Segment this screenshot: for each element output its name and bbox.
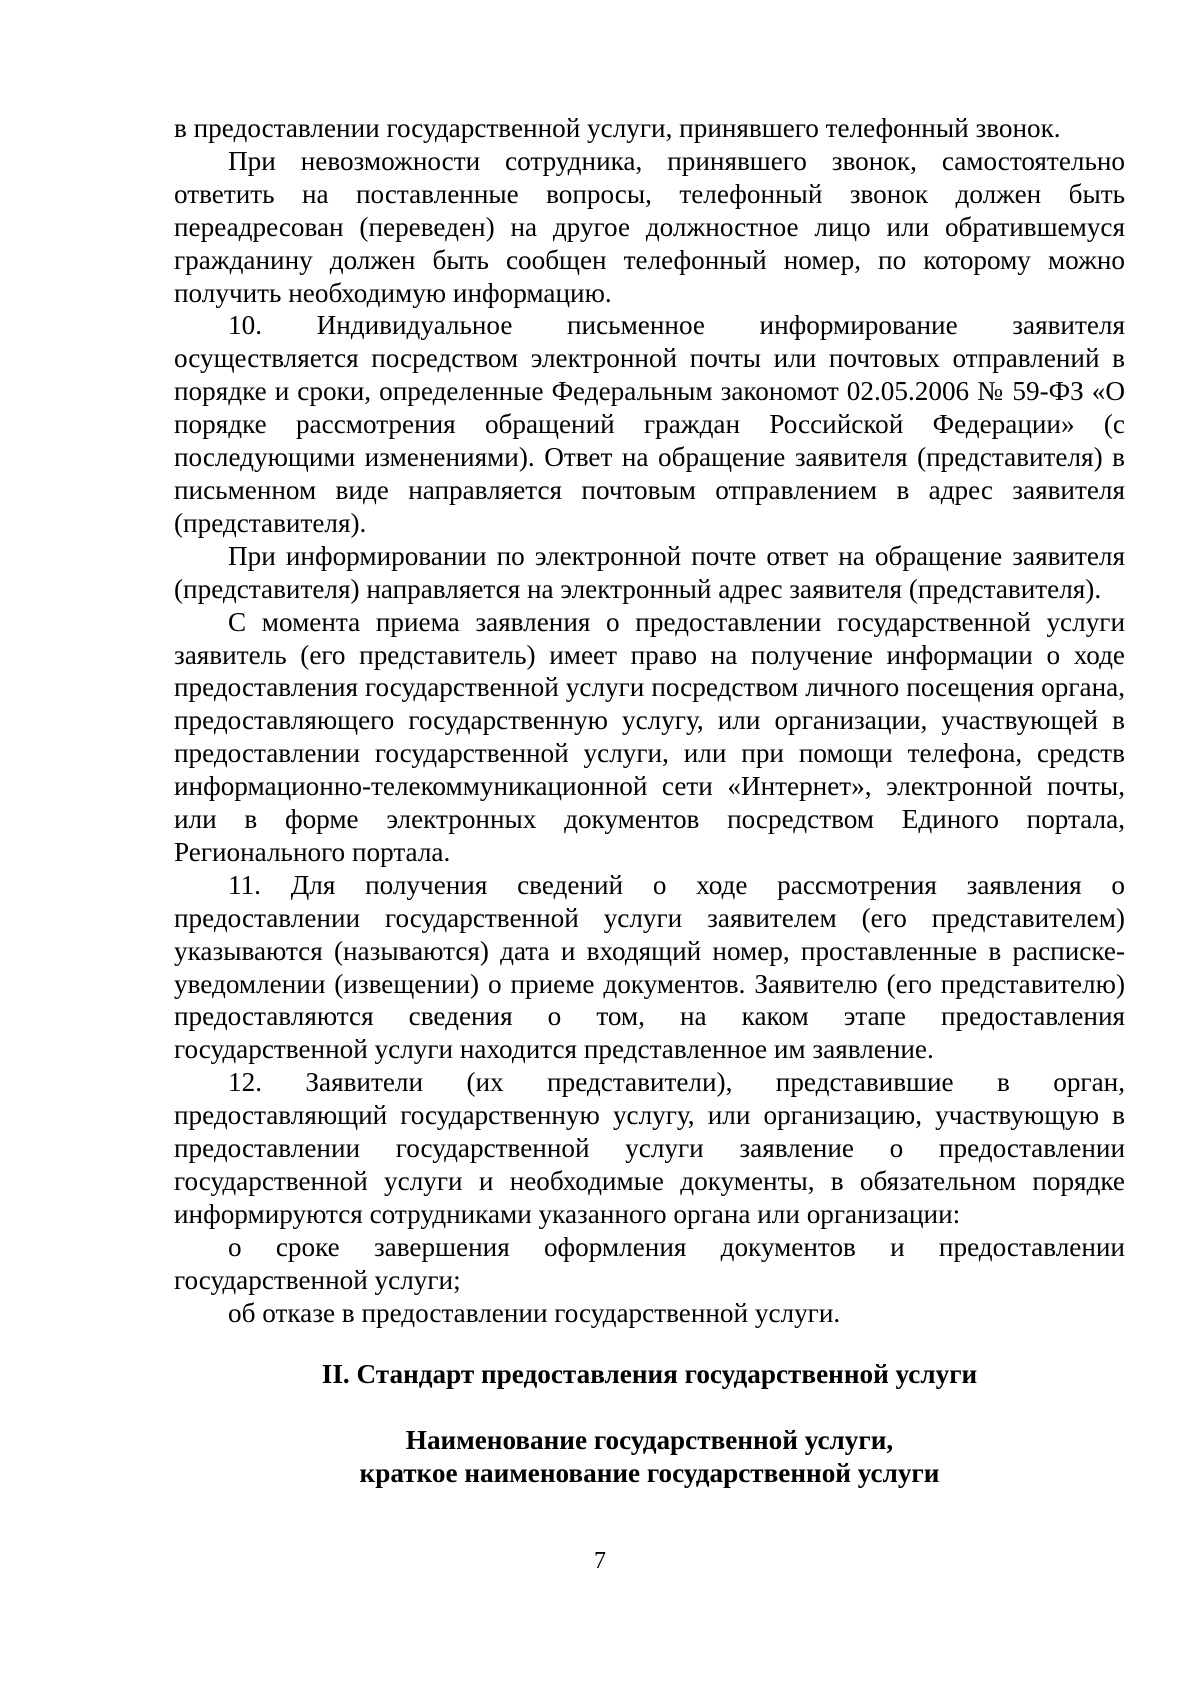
paragraph-item-11: 11. Для получения сведений о ходе рассмотрения заявления о предоставлении государственной услуги заявителем (его представителем) указываются (называются) дата и входящий номер, проставленные в расписке-уведомлении (извещении) о приеме документов. Заявителю (его представителю) предоставляются сведения о том, на каком этапе предоставления государственной услуги находится представленное им заявление. — [174, 869, 1125, 1065]
paragraph-refusal: об отказе в предоставлении государственной услуги. — [228, 1297, 841, 1328]
paragraph-call-redirect: При невозможности сотрудника, принявшего звонок, самостоятельно ответить на поставленные вопросы, телефонный звонок должен быть переадресован (переведен) на другое должностное лицо или обратившемуся гражданину должен быть сообщен телефонный номер, по которому можно получить необходимую информацию. — [174, 145, 1125, 308]
subheading-line-1: Наименование государственной услуги, — [405, 1425, 894, 1456]
paragraph-email-info: При информировании по электронной почте ответ на обращение заявителя (представителя) направляется на электронный адрес заявителя (представителя). — [174, 540, 1125, 604]
paragraph-progress-info: С момента приема заявления о предоставлении государственной услуги заявитель (его представитель) имеет право на получение информации о ходе предоставления государственной услуги посредством личного посещения органа, предоставляющего государственную услугу, или организации, участвующей в предоставлении государственной услуги, или при помощи телефона, средств информационно-телекоммуникационной сети «Интернет», электронной почты, или в форме электронных документов посредством Единого портала, Регионального портала. — [174, 606, 1125, 867]
page-number: 7 — [594, 1548, 606, 1574]
section-heading: II. Стандарт предоставления государственной услуги — [321, 1358, 978, 1389]
paragraph-deadline: о сроке завершения оформления документов и предоставлении государственной услуги; — [174, 1231, 1125, 1295]
subheading-line-2: краткое наименование государственной услуги — [359, 1458, 940, 1489]
paragraph-item-12: 12. Заявители (их представители), представившие в орган, предоставляющий государственную услугу, или организацию, участвующую в предоставлении государственной услуги заявление о предоставлении государственной услуги и необходимые документы, в обязательном порядке информируются сотрудниками указанного органа или организации: — [174, 1067, 1125, 1229]
document-body — [174, 112, 1125, 1490]
paragraph-continuation: в предоставлении государственной услуги, принявшего телефонный звонок. — [174, 113, 1061, 143]
paragraph-item-10: 10. Индивидуальное письменное информирование заявителя осуществляется посредством электронной почты или почтовых отправлений в порядке и сроки, определенные Федеральным закономот 02.05.2006 № 59-ФЗ «О порядке рассмотрения обращений граждан Российской Федерации» (с последующими изменениями). Ответ на обращение заявителя (представителя) в письменном виде направляется почтовым отправлением в адрес заявителя (представителя). — [174, 310, 1125, 538]
